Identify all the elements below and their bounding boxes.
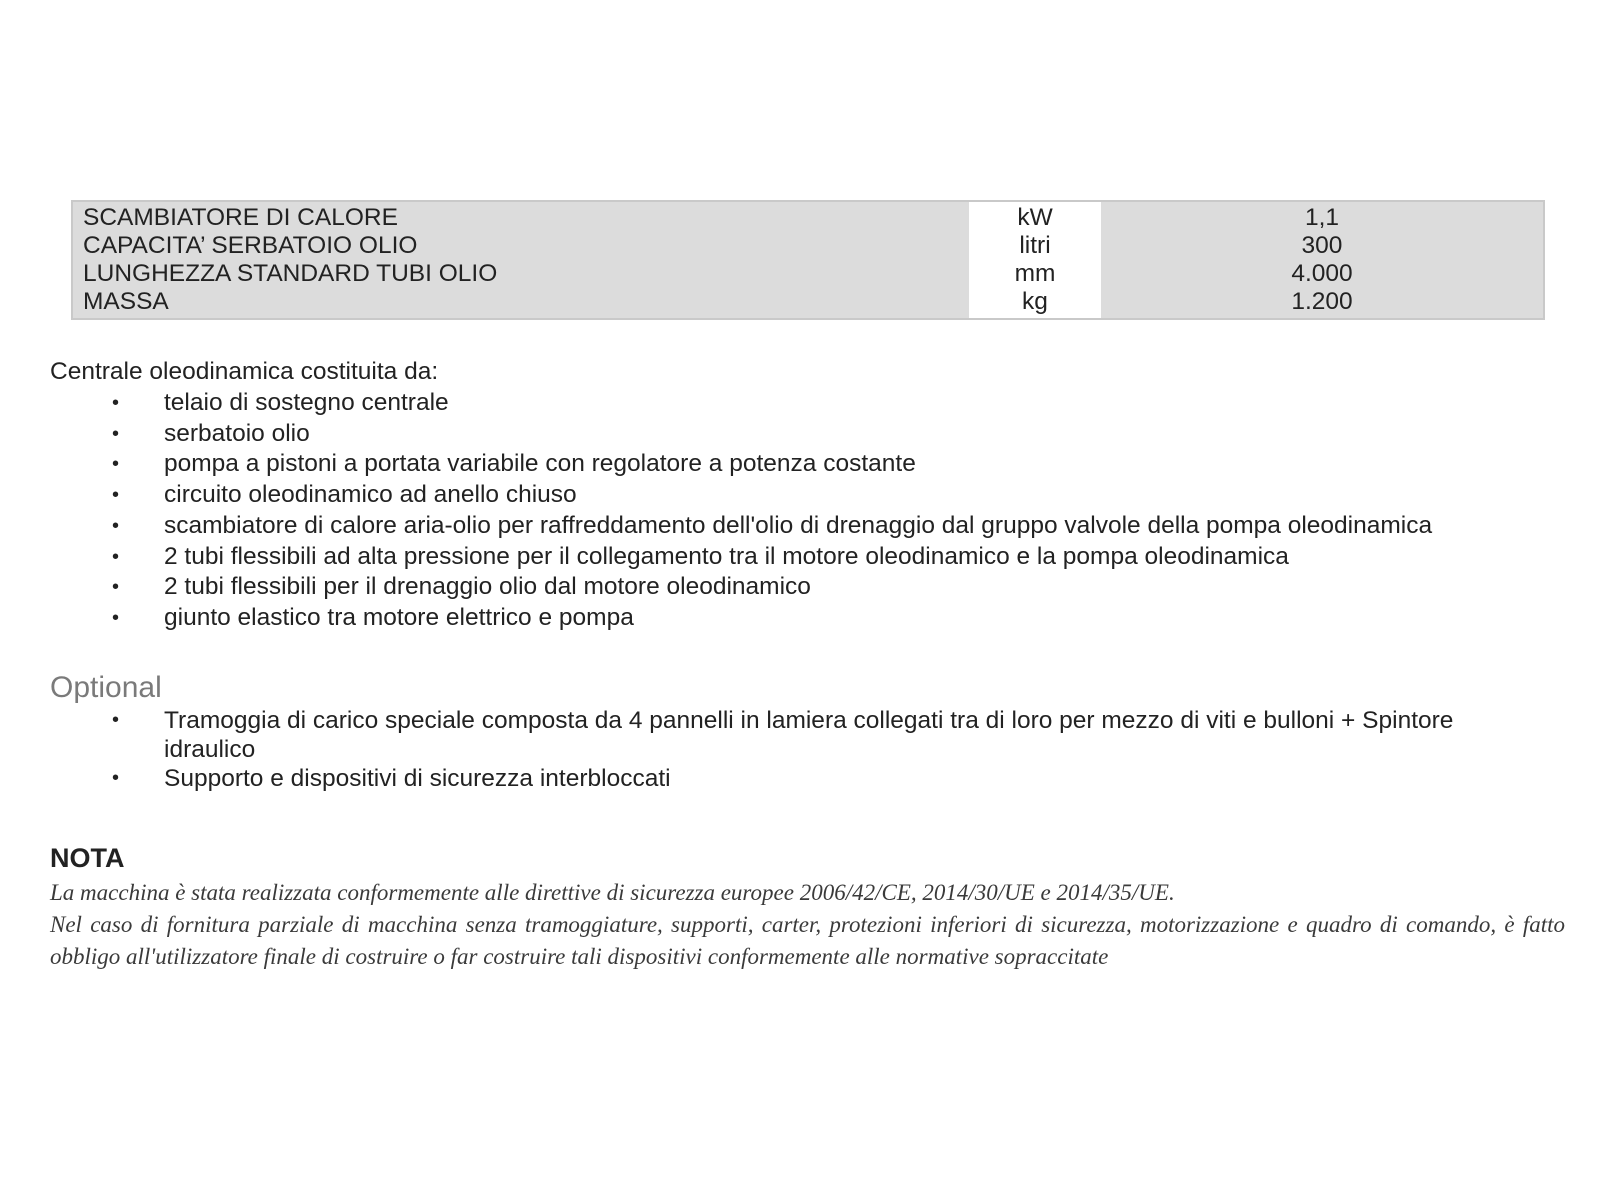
- list-item: [50, 572, 1520, 603]
- spec-unit: kW: [969, 201, 1101, 232]
- list-item: [50, 542, 1520, 573]
- spec-unit: kg: [969, 288, 1101, 319]
- list-item-text: telaio di sostegno centrale: [164, 389, 449, 416]
- nota-line-directives: La macchina è stata realizzata conformemente alle direttive di sicurezza europee 2006/42/CE, 2014/30/UE e 2014/35/UE.: [50, 880, 1175, 905]
- table-row: [72, 232, 1544, 260]
- spec-label: LUNGHEZZA STANDARD TUBI OLIO: [72, 260, 969, 288]
- spec-value: 1,1: [1101, 201, 1544, 232]
- bullet-icon: •: [112, 392, 120, 414]
- list-item-text: pompa a pistoni a portata variabile con regolatore a potenza costante: [164, 450, 916, 478]
- bullet-icon: •: [112, 606, 120, 629]
- composition-list: [50, 388, 1520, 634]
- spec-label: MASSA: [72, 288, 969, 319]
- table-row: [72, 201, 1544, 232]
- bullet-icon: •: [112, 514, 120, 537]
- nota-line-obligations: Nel caso di fornitura parziale di macchina senza tramoggiature, supporti, carter, protezioni inferiori di sicurezza, motorizzazione e quadro di comando, è fatto obbligo all'utilizzatore finale di costruire o far costruire tali dispositivi conformemente alle normative sopraccitate: [50, 912, 1565, 969]
- spec-value: 1.200: [1101, 288, 1544, 319]
- list-item-text: 2 tubi flessibili per il drenaggio olio dal motore oleodinamico: [164, 573, 811, 601]
- spec-value: 300: [1101, 232, 1544, 260]
- list-item-text: giunto elastico tra motore elettrico e pompa: [164, 603, 634, 631]
- spec-value: 4.000: [1101, 260, 1544, 288]
- list-item: [50, 603, 1520, 634]
- list-item-text: scambiatore di calore aria-olio per raffreddamento dell'olio di drenaggio dal gruppo valvole della pompa oleodinamica: [164, 511, 1433, 539]
- optional-list: [50, 706, 1490, 793]
- list-item-text: serbatoio olio: [164, 419, 310, 447]
- spec-label: CAPACITA’ SERBATOIO OLIO: [72, 232, 969, 260]
- list-item-text: Tramoggia di carico speciale composta da 4 pannelli in lamiera collegati tra di loro per mezzo di viti e bulloni + Spintore idraulico: [164, 707, 1454, 763]
- bullet-icon: •: [112, 422, 120, 445]
- bullet-icon: •: [112, 576, 120, 599]
- list-item: [50, 449, 1520, 480]
- nota-heading: NOTA: [50, 843, 125, 873]
- spec-unit: litri: [969, 232, 1101, 260]
- list-item: [50, 764, 1490, 793]
- list-item: [50, 511, 1520, 542]
- optional-heading: Optional: [50, 671, 162, 704]
- specifications-table: [71, 200, 1545, 320]
- nota-body: [50, 877, 1565, 973]
- list-item: [50, 419, 1520, 450]
- spec-label: SCAMBIATORE DI CALORE: [72, 201, 969, 232]
- bullet-icon: •: [112, 453, 120, 476]
- bullet-icon: •: [112, 767, 120, 789]
- bullet-icon: •: [112, 709, 120, 731]
- composition-intro: Centrale oleodinamica costituita da:: [50, 358, 439, 385]
- table-row: [72, 260, 1544, 288]
- list-item: [50, 388, 1520, 419]
- bullet-icon: •: [112, 484, 120, 507]
- list-item-text: circuito oleodinamico ad anello chiuso: [164, 481, 577, 509]
- list-item: [50, 706, 1490, 764]
- spec-unit: mm: [969, 260, 1101, 288]
- bullet-icon: •: [112, 545, 120, 568]
- table-row: [72, 288, 1544, 319]
- list-item: [50, 480, 1520, 511]
- list-item-text: 2 tubi flessibili ad alta pressione per il collegamento tra il motore oleodinamico e la pompa oleodinamica: [164, 542, 1289, 570]
- list-item-text: Supporto e dispositivi di sicurezza interbloccati: [164, 765, 671, 792]
